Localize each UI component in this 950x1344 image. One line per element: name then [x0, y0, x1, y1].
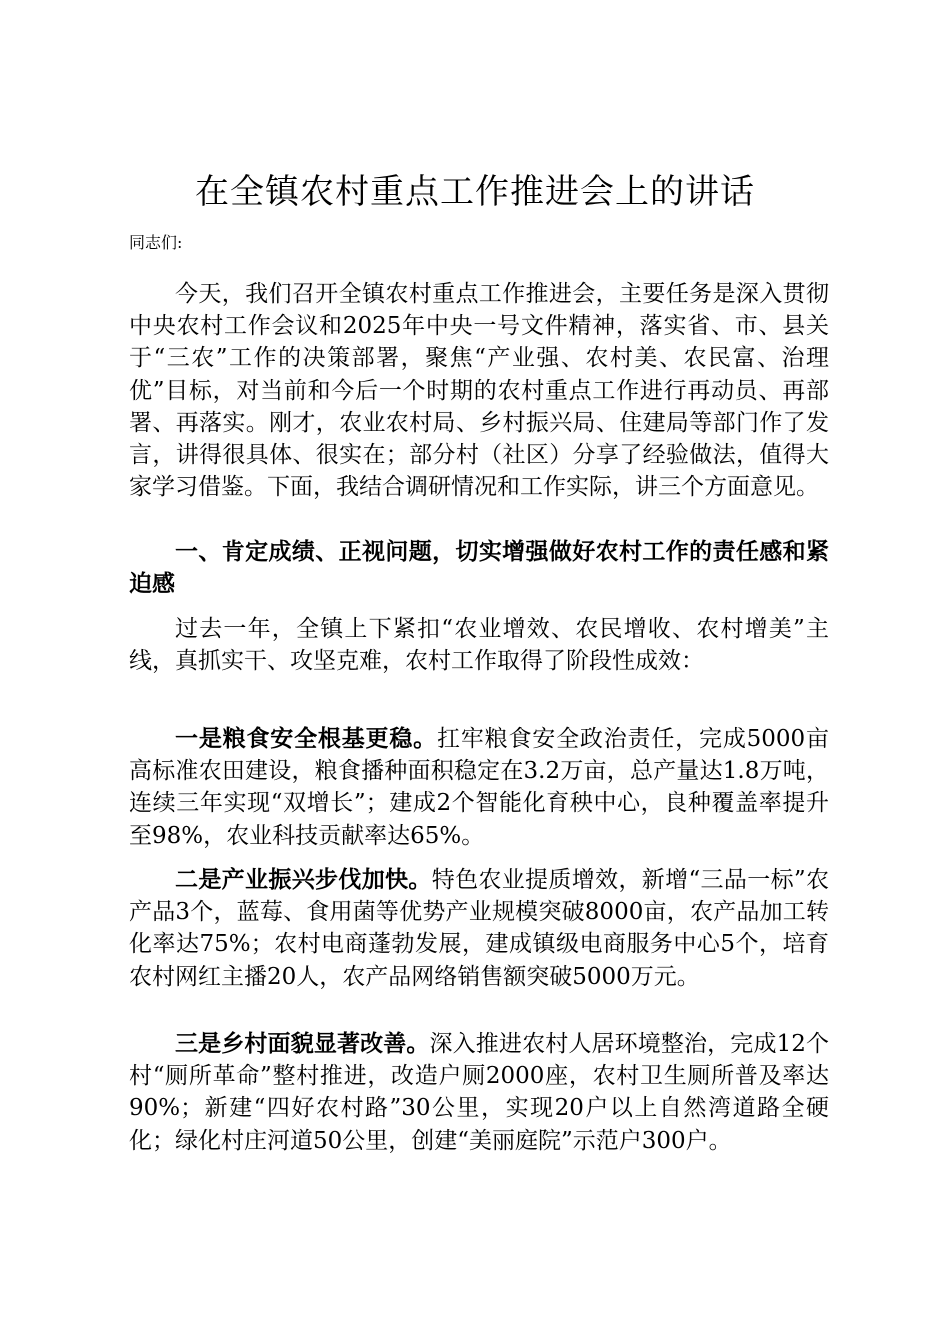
section-heading: 一、肯定成绩、正视问题，切实增强做好农村工作的责任感和紧迫感: [129, 538, 829, 598]
paragraph-text: 特色农业提质增效，新增“三品一标”农产品3个，蓝莓、食用菌等优势产业规模突破8000亩，农产品加工转化率达75%；农村电商蓬勃发展，建成镇级电商服务中心5个，培育农村网红主播20人，农产品网络销售额突破5000万元。: [129, 867, 829, 990]
intro-paragraph: 今天，我们召开全镇农村重点工作推进会，主要任务是深入贯彻中央农村工作会议和2025年中央一号文件精神，落实省、市、县关于“三农”工作的决策部署，聚焦“产业强、农村美、农民富、治理优”目标，对当前和今后一个时期的农村重点工作进行再动员、再部署、再落实。刚才，农业农村局、乡村振兴局、住建局等部门作了发言，讲得很具体、很实在；部分村（社区）分享了经验做法，值得大家学习借鉴。下面，我结合调研情况和工作实际，讲三个方面意见。: [129, 281, 829, 501]
paragraph-lead: 三是乡村面貌显著改善。: [175, 1030, 430, 1057]
achievement-paragraph-grain: [129, 723, 829, 852]
paragraph-text: 深入推进农村人居环境整治，完成12个村“厕所革命”整村推进，改造户厕2000座，农村卫生厕所普及率达90%；新建“四好农村路”30公里，实现20户以上自然湾道路全硬化；绿化村庄河道50公里，创建“美丽庭院”示范户300户。: [129, 1031, 829, 1154]
paragraph-lead: 一是粮食安全根基更稳。: [175, 725, 437, 752]
document-title: 在全镇农村重点工作推进会上的讲话: [195, 172, 755, 212]
summary-paragraph: 过去一年，全镇上下紧扣“农业增效、农民增收、农村增美”主线，真抓实干、攻坚克难，农村工作取得了阶段性成效：: [129, 616, 829, 675]
paragraph-text: 扛牢粮食安全政治责任，完成5000亩高标准农田建设，粮食播种面积稳定在3.2万亩，总产量达1.8万吨，连续三年实现“双增长”；建成2个智能化育秧中心，良种覆盖率提升至98%，农业科技贡献率达65%。: [129, 726, 829, 849]
achievement-paragraph-village: [129, 1028, 829, 1157]
achievement-paragraph-industry: [129, 864, 829, 993]
salutation: 同志们:: [129, 233, 183, 252]
paragraph-lead: 二是产业振兴步伐加快。: [175, 866, 432, 893]
